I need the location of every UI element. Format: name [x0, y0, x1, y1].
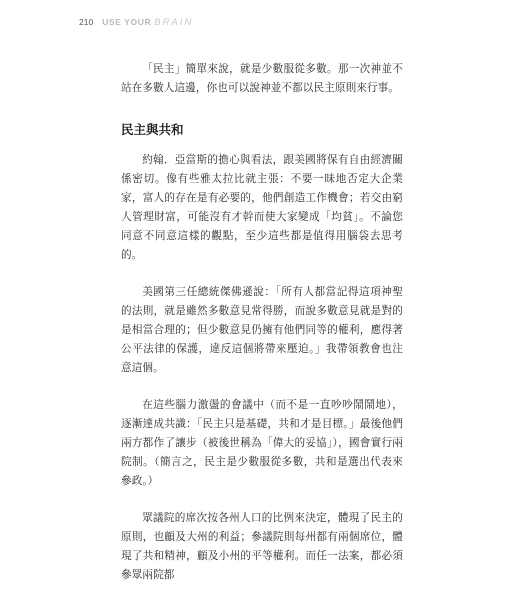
book-title: USE YOUR	[102, 17, 152, 27]
paragraph-2: 約翰．亞當斯的擔心與看法，跟美國將保有自由經濟關係密切。像有些雅太拉比就主張：不要一昧地否定大企業家，富人的存在是有必要的，他們創造工作機會；若交由窮人管理財富，可能沒有才幹而使大家變成「均貧」。不論您同意不同意這樣的觀點，至少這些都是值得用腦袋去思考的。	[121, 154, 403, 261]
page-body	[121, 60, 403, 603]
section-heading: 民主與共和	[121, 122, 184, 137]
paragraph-3: 美國第三任總統傑佛遜說：「所有人都當記得這項神聖的法則，就是雖然多數意見常得勝，而說多數意見就是對的是相當合理的；但少數意見仍擁有他們同等的權利，應得著公平法律的保護，違反這個將帶來壓迫。」我帶領教會也注意這個。	[121, 286, 403, 374]
running-header	[79, 12, 193, 32]
paragraph-1: 「民主」簡單來說，就是少數服從多數。那一次神並不站在多數人這邊，你也可以說神並不都以民主原則來行事。	[121, 63, 403, 94]
paragraph-4: 在這些腦力激盪的會議中（而不是一直吵吵鬧鬧地），逐漸達成共識：「民主只是基礎，共和才是目標。」最後他們兩方都作了讓步（被後世稱為「偉大的妥協」），國會實行兩院制。（簡言之，民主是少數服從多數，共和是選出代表來參政。）	[121, 399, 403, 487]
paragraph-5: 眾議院的席次按各州人口的比例來決定，體現了民主的原則，也顧及大州的利益；參議院則每州都有兩個席位，體現了共和精神，顧及小州的平等權利。而任一法案，都必須參眾兩院都	[121, 512, 403, 581]
book-title-logo: BRAIN	[154, 16, 194, 28]
page-number: 210	[79, 17, 94, 27]
